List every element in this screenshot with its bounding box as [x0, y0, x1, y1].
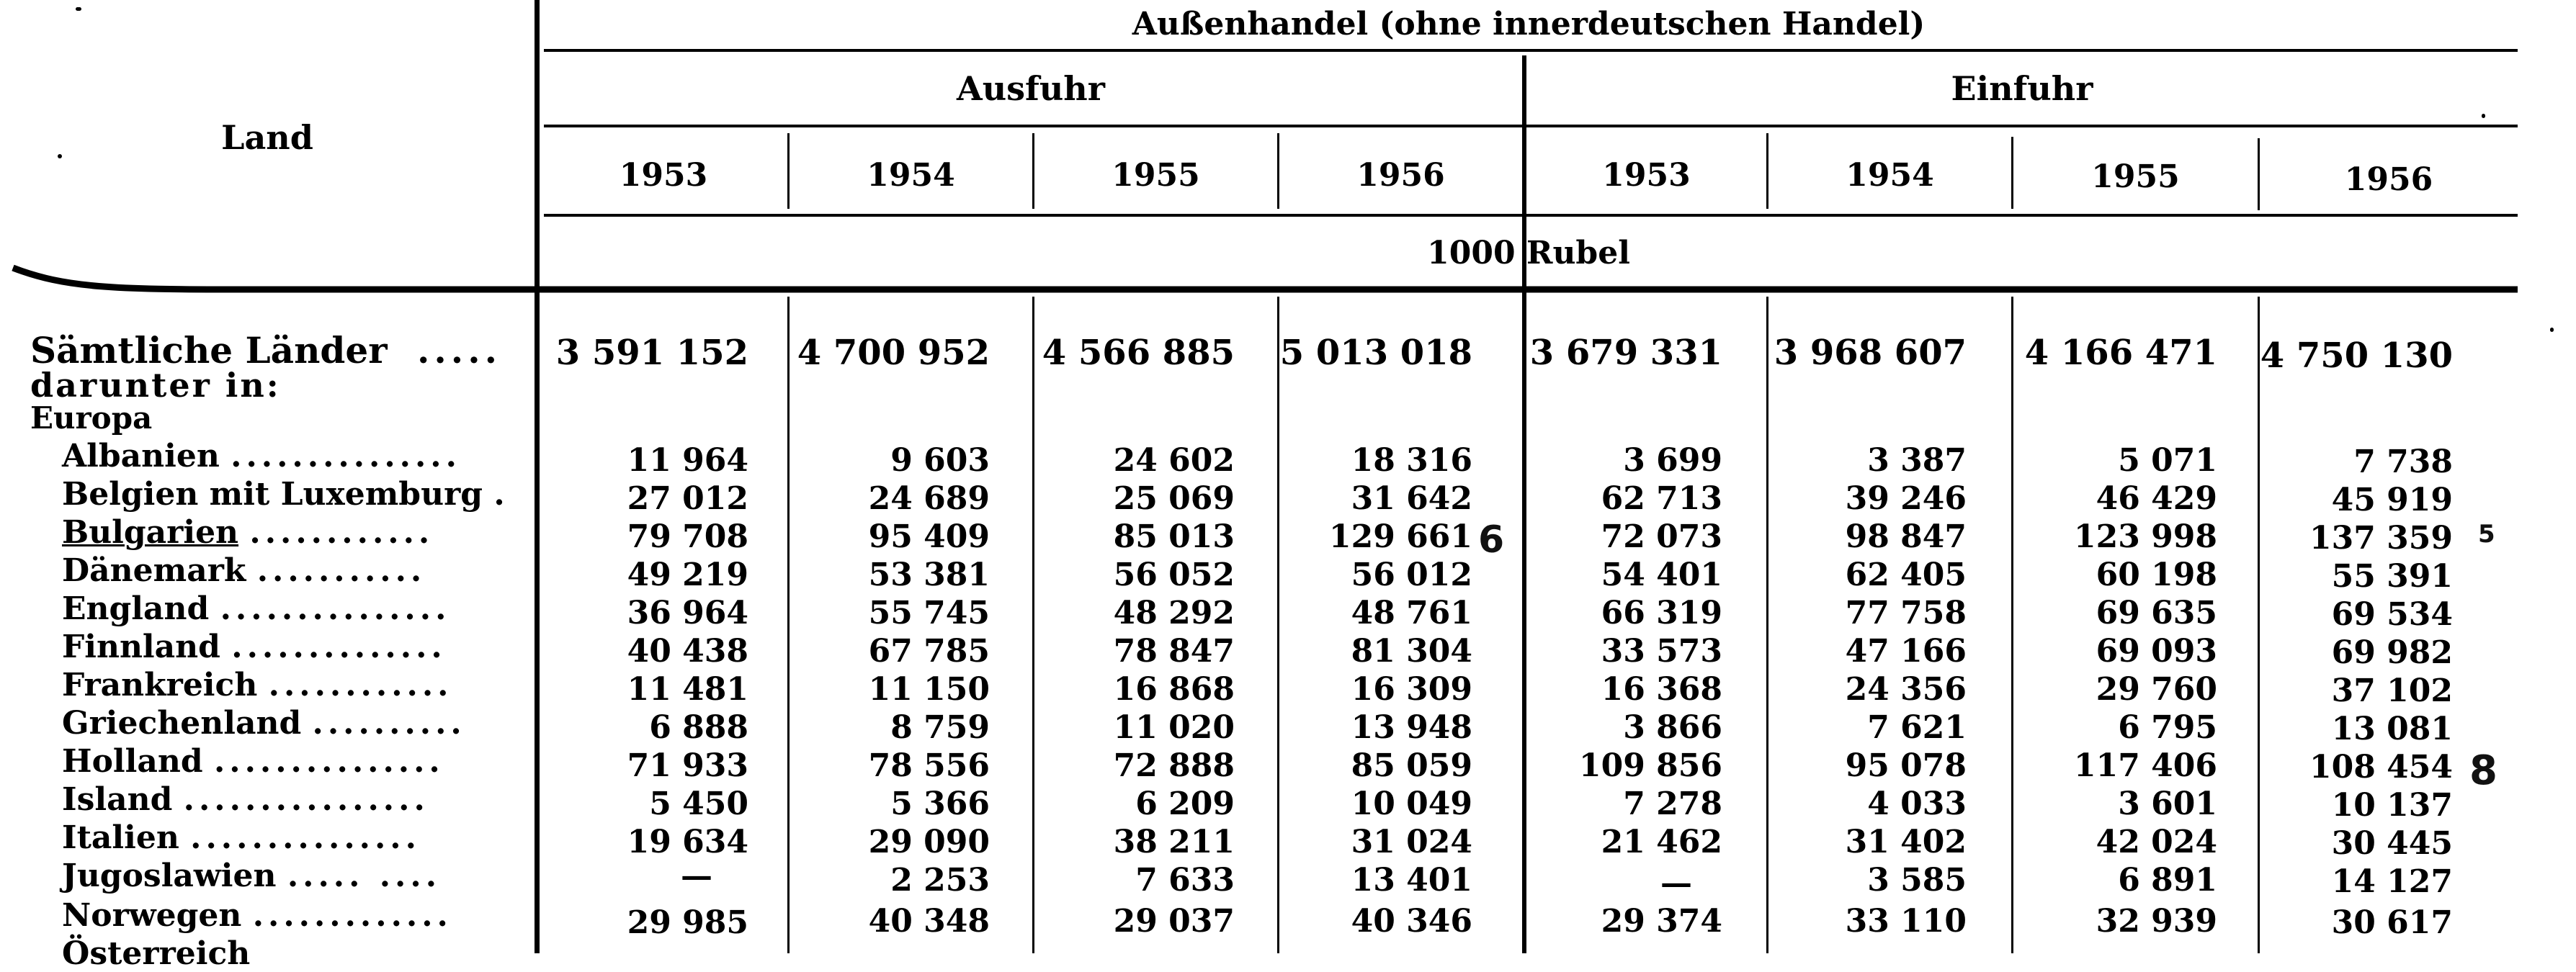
cell: 30 445 — [2331, 825, 2453, 862]
cell: 5 071 — [2118, 442, 2217, 479]
cell: 7 621 — [1867, 709, 1967, 746]
cell: 62 713 — [1601, 480, 1722, 517]
cell: 32 939 — [2096, 903, 2217, 940]
handwritten-mark: 5 — [2478, 520, 2495, 549]
cell: 71 933 — [627, 747, 748, 784]
row-label: Dänemark ........... — [62, 552, 426, 589]
cell: 36 964 — [627, 595, 748, 631]
total-label-text: Sämtliche Länder — [30, 329, 388, 372]
total-row-label — [30, 329, 502, 372]
group-ausfuhr: Ausfuhr — [957, 69, 1105, 108]
cell: 21 462 — [1601, 824, 1722, 860]
row-label: Griechenland .......... — [62, 705, 466, 742]
row-label: Norwegen ............. — [62, 897, 452, 934]
cell: 29 090 — [868, 824, 990, 860]
total-einfuhr-1953: 3 679 331 — [1529, 333, 1722, 373]
cell: — — [1660, 865, 1692, 901]
scan-speck — [2550, 328, 2554, 332]
cell: 109 856 — [1578, 747, 1722, 784]
cell: 33 110 — [1845, 903, 1967, 940]
cell: 54 401 — [1601, 557, 1722, 593]
year-einfuhr-1955: 1955 — [2091, 158, 2180, 195]
year-einfuhr-1954: 1954 — [1846, 157, 1934, 194]
cell: 13 948 — [1351, 709, 1472, 746]
subheading-region-europa: Europa — [30, 400, 153, 436]
year-ausfuhr-1955: 1955 — [1112, 157, 1200, 194]
handwritten-mark: 6 — [1478, 518, 1505, 562]
rule-under-years — [544, 214, 2518, 217]
total-einfuhr-1955: 4 166 471 — [2024, 333, 2217, 373]
cell: 7 278 — [1623, 786, 1722, 822]
leader-dots: ..... — [416, 329, 502, 372]
cell: 108 454 — [2309, 749, 2453, 786]
cell: 85 059 — [1351, 747, 1472, 784]
cell: 11 481 — [627, 671, 748, 708]
cell: 8 759 — [890, 709, 990, 746]
cell: 45 919 — [2331, 482, 2453, 518]
cell: 40 438 — [627, 633, 748, 670]
cell: 40 346 — [1351, 903, 1472, 940]
cell: 56 052 — [1113, 557, 1235, 593]
row-label: Holland ............... — [62, 743, 444, 780]
row-label: England ............... — [62, 590, 451, 627]
cell: 55 745 — [868, 595, 990, 631]
cell: 66 319 — [1601, 595, 1722, 631]
cell: 78 847 — [1113, 633, 1235, 670]
cell: 69 534 — [2331, 596, 2453, 633]
cell: — — [681, 858, 712, 894]
cell: 14 127 — [2331, 863, 2453, 900]
cell: 24 602 — [1113, 442, 1235, 479]
cell: 31 402 — [1845, 824, 1967, 860]
cell: 60 198 — [2096, 557, 2217, 593]
row-label: Island ................ — [62, 781, 429, 818]
scan-speck — [2482, 114, 2485, 118]
row-label: Jugoslawien ..... .... — [62, 858, 442, 894]
cell: 48 292 — [1113, 595, 1235, 631]
cell: 39 246 — [1845, 480, 1967, 517]
cell: 30 617 — [2331, 904, 2453, 941]
cell: 5 366 — [890, 786, 990, 822]
cell: 5 450 — [649, 786, 748, 822]
cell: 85 013 — [1113, 518, 1235, 555]
cell: 10 049 — [1351, 786, 1472, 822]
rule-under-title — [544, 49, 2518, 52]
cell: 69 982 — [2331, 634, 2453, 671]
cell: 62 405 — [1845, 557, 1967, 593]
cell: 95 409 — [868, 518, 990, 555]
cell: 31 024 — [1351, 824, 1472, 860]
cell: 3 387 — [1867, 442, 1967, 479]
cell: 38 211 — [1113, 824, 1235, 860]
cell: 9 603 — [890, 442, 990, 479]
total-ausfuhr-1955: 4 566 885 — [1042, 333, 1235, 373]
cell: 6 209 — [1135, 786, 1235, 822]
cell: 98 847 — [1845, 518, 1967, 555]
total-einfuhr-1954: 3 968 607 — [1774, 333, 1967, 373]
cell: 123 998 — [2073, 518, 2217, 555]
cell: 95 078 — [1845, 747, 1967, 784]
cell: 69 635 — [2096, 595, 2217, 631]
row-label: Bulgarien ............ — [62, 514, 434, 551]
cell: 72 888 — [1113, 747, 1235, 784]
total-ausfuhr-1956: 5 013 018 — [1279, 333, 1472, 373]
cell: 33 573 — [1601, 633, 1722, 670]
row-label-clipped: Österreich — [62, 935, 251, 972]
rule-under-groups — [544, 125, 2518, 127]
total-einfuhr-1956: 4 750 130 — [2260, 336, 2453, 376]
cell: 48 761 — [1351, 595, 1472, 631]
cell: 16 368 — [1601, 671, 1722, 708]
cell: 11 150 — [868, 671, 990, 708]
cell: 6 891 — [2118, 862, 2217, 899]
cell: 25 069 — [1113, 480, 1235, 517]
cell: 137 359 — [2309, 520, 2453, 557]
cell: 53 381 — [868, 557, 990, 593]
row-label: Albanien ............... — [62, 438, 461, 474]
land-column-header: Land — [221, 118, 313, 157]
cell: 31 642 — [1351, 480, 1472, 517]
cell: 11 020 — [1113, 709, 1235, 746]
row-label: Italien ............... — [62, 819, 421, 856]
cell: 37 102 — [2331, 672, 2453, 709]
cell: 72 073 — [1601, 518, 1722, 555]
cell: 7 738 — [2353, 444, 2453, 480]
cell: 6 795 — [2118, 709, 2217, 746]
cell: 49 219 — [627, 557, 748, 593]
cell: 29 037 — [1113, 903, 1235, 940]
cell: 18 316 — [1351, 442, 1472, 479]
cell: 129 661 — [1328, 518, 1472, 555]
year-ausfuhr-1953: 1953 — [619, 157, 708, 194]
cell: 40 348 — [868, 903, 990, 940]
unit-label: 1000 Rubel — [1427, 235, 1630, 271]
cell: 55 391 — [2331, 558, 2453, 595]
cell: 78 556 — [868, 747, 990, 784]
cell: 10 137 — [2331, 787, 2453, 824]
row-label: Finnland .............. — [62, 629, 447, 665]
cell: 29 985 — [627, 904, 748, 941]
row-label: Frankreich ............ — [62, 667, 453, 703]
cell: 29 760 — [2096, 671, 2217, 708]
year-ausfuhr-1954: 1954 — [867, 157, 955, 194]
row-label: Belgien mit Luxemburg . — [62, 476, 509, 513]
cell: 27 012 — [627, 480, 748, 517]
cell: 16 309 — [1351, 671, 1472, 708]
cell: 69 093 — [2096, 633, 2217, 670]
cell: 24 689 — [868, 480, 990, 517]
cell: 77 758 — [1845, 595, 1967, 631]
cell: 2 253 — [890, 862, 990, 899]
cell: 67 785 — [868, 633, 990, 670]
year-einfuhr-1956: 1956 — [2344, 161, 2433, 198]
cell: 6 888 — [649, 709, 748, 746]
table-title: Außenhandel (ohne innerdeutschen Handel) — [1132, 6, 1926, 42]
cell: 81 304 — [1351, 633, 1472, 670]
total-ausfuhr-1954: 4 700 952 — [797, 333, 990, 373]
cell: 19 634 — [627, 824, 748, 860]
cell: 16 868 — [1113, 671, 1235, 708]
cell: 4 033 — [1867, 786, 1967, 822]
year-einfuhr-1953: 1953 — [1602, 157, 1691, 194]
cell: 3 585 — [1867, 862, 1967, 899]
scan-speck — [76, 7, 81, 11]
cell: 13 401 — [1351, 862, 1472, 899]
cell: 47 166 — [1845, 633, 1967, 670]
subheading-darunter: darunter in: — [30, 366, 281, 405]
cell: 3 699 — [1623, 442, 1722, 479]
cell: 42 024 — [2096, 824, 2217, 860]
cell: 7 633 — [1135, 862, 1235, 899]
cell: 24 356 — [1845, 671, 1967, 708]
cell: 29 374 — [1601, 903, 1722, 940]
group-einfuhr: Einfuhr — [1951, 69, 2093, 108]
handwritten-mark: 8 — [2469, 747, 2497, 794]
cell: 3 601 — [2118, 786, 2217, 822]
cell: 79 708 — [627, 518, 748, 555]
cell: 56 012 — [1351, 557, 1472, 593]
land-column-divider — [535, 0, 540, 953]
year-ausfuhr-1956: 1956 — [1356, 157, 1445, 194]
total-ausfuhr-1953: 3 591 152 — [555, 333, 748, 373]
scan-speck — [58, 154, 62, 158]
cell: 117 406 — [2073, 747, 2217, 784]
cell: 46 429 — [2096, 480, 2217, 517]
cell: 13 081 — [2331, 711, 2453, 747]
cell: 11 964 — [627, 442, 748, 479]
cell: 3 866 — [1623, 709, 1722, 746]
